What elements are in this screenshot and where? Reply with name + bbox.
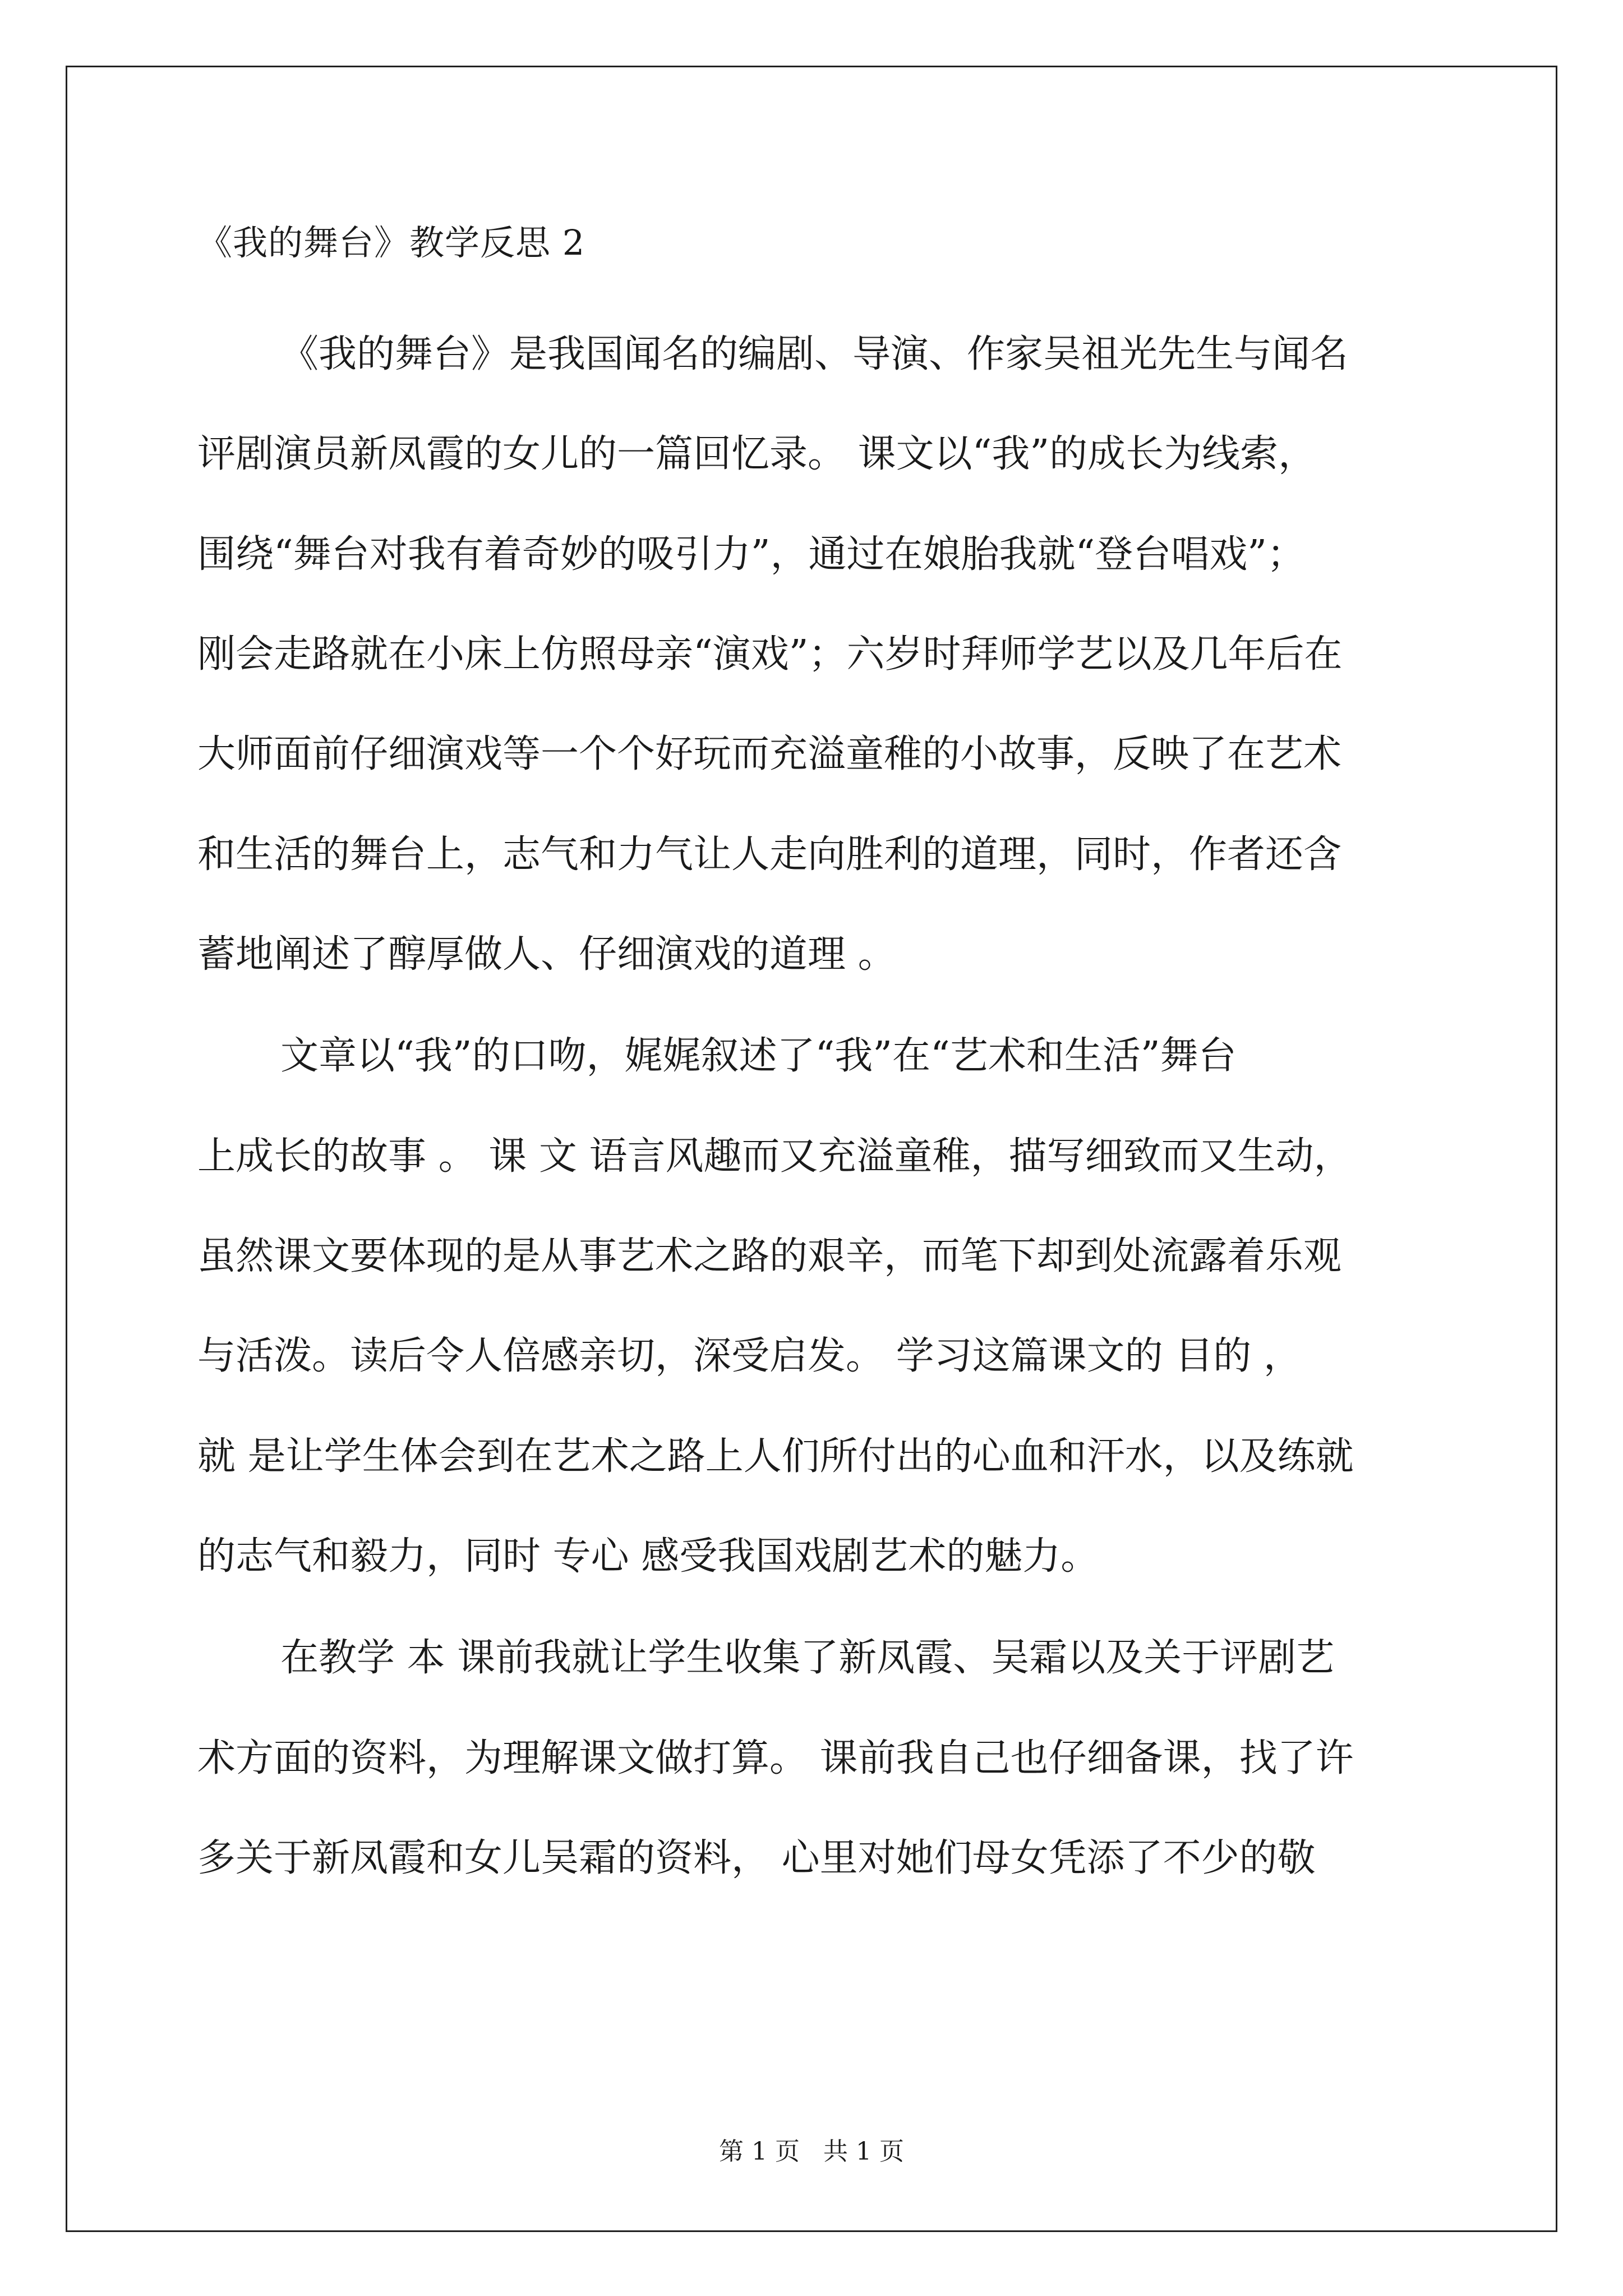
text-line: 围绕“舞台对我有着奇妙的吸引力”，通过在娘胎我就“登台唱戏”； — [197, 532, 1306, 577]
text-line: 在教学 本 课前我就让学生收集了新凤霞、吴霜以及关于评剧艺 — [280, 1636, 1335, 1680]
page-footer: 第 1 页 共 1 页 — [719, 2137, 904, 2166]
text-line: 刚会走路就在小床上仿照母亲“演戏”；六岁时拜师学艺以及几年后在 — [197, 632, 1343, 677]
text-line: 虽然课文要体现的是从事艺术之路的艰辛，而笔下却到处流露着乐观 — [197, 1234, 1342, 1278]
text-line: 的志气和毅力，同时 专心 感受我国戏剧艺术的魅力。 — [197, 1534, 1099, 1579]
text-line: 就 是让学生体会到在艺术之路上人们所付出的心血和汗水，以及练就 — [197, 1434, 1354, 1479]
text-line: 与活泼。读后令人倍感亲切，深受启发。 学习这篇课文的 目的 ， — [197, 1334, 1302, 1378]
text-line: 《我的舞台》是我国闻名的编剧、导演、作家吴祖光先生与闻名 — [280, 332, 1349, 376]
text-line: 术方面的资料，为理解课文做打算。 课前我自己也仔细备课，找了许 — [197, 1736, 1354, 1780]
document-title: 《我的舞台》教学反思 2 — [197, 222, 585, 263]
text-line: 大师面前仔细演戏等一个个好玩而充溢童稚的小故事，反映了在艺术 — [197, 732, 1342, 776]
text-line: 文章以“我”的口吻，娓娓叙述了“我”在“艺术和生活”舞台 — [280, 1034, 1237, 1078]
text-line: 和生活的舞台上，志气和力气让人走向胜利的道理，同时，作者还含 — [197, 832, 1342, 877]
text-line: 多关于新凤霞和女儿吴霜的资料， 心里对她们母女凭添了不少的敬 — [197, 1836, 1316, 1880]
text-line: 蓄地阐述了醇厚做人、仔细演戏的道理 。 — [197, 932, 896, 977]
text-line: 评剧演员新凤霞的女儿的一篇回忆录。 课文以“我”的成长为线索， — [197, 432, 1317, 476]
text-line: 上成长的故事 。 课 文 语言风趣而又充溢童稚，描写细致而又生动， — [197, 1134, 1352, 1179]
